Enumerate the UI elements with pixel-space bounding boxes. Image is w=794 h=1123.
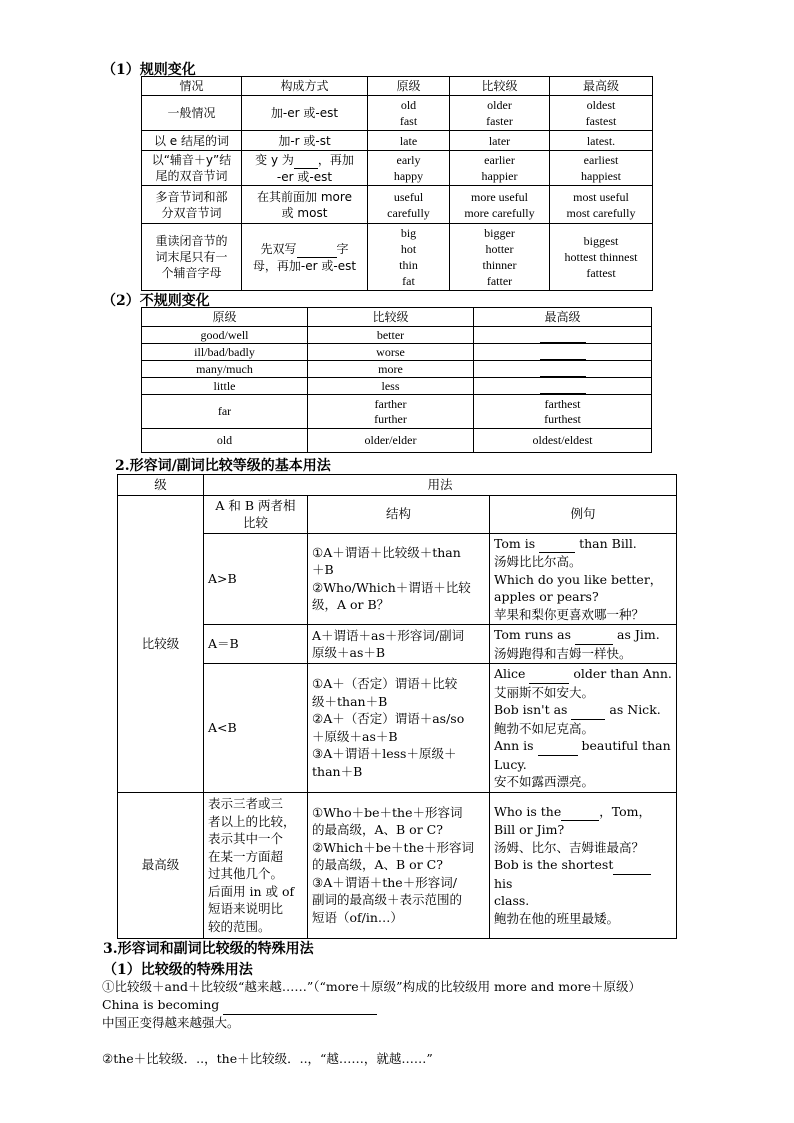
row-comparative: more — [308, 361, 474, 378]
row-comparative: better — [308, 327, 474, 344]
fill-blank — [540, 327, 586, 343]
fill-blank — [539, 535, 575, 554]
header-ab: A 和 B 两者相 比较 — [204, 495, 308, 533]
example-text: 汤姆、比尔、吉姆谁最高？ — [494, 839, 645, 855]
row-example — [490, 792, 677, 938]
fill-blank — [529, 665, 569, 684]
row-comparative: worse — [308, 344, 474, 361]
header-usage: 用法 — [204, 475, 677, 496]
table-row — [142, 378, 652, 395]
table-row — [142, 395, 652, 429]
example-text: beautiful than Lucy. — [494, 738, 671, 772]
example-text: 汤姆比比尔高。 Which do you like better， apples or pears? 苹果和梨你更喜欢哪一种？ — [494, 554, 663, 622]
row-method: 加-r 或-st — [242, 131, 368, 151]
example-text: Tom is — [494, 535, 540, 551]
row-superlative: oldest/eldest — [474, 429, 652, 453]
row-method: 在其前面加 more 或 most — [242, 186, 368, 224]
row-base: early happy — [368, 151, 450, 186]
table-row — [142, 224, 653, 291]
table-row — [118, 792, 677, 938]
row-condition: A>B — [204, 533, 308, 625]
example-text: Alice — [494, 666, 530, 681]
example-text: older than Ann. — [569, 666, 672, 681]
section1-heading: （1）规则变化 — [102, 62, 196, 78]
row-case: 多音节词和部 分双音节词 — [142, 186, 242, 224]
header-base: 原级 — [142, 308, 308, 327]
row-comparative: older/elder — [308, 429, 474, 453]
comparative-label: 比较级 — [118, 495, 204, 792]
header-superlative: 最高级 — [474, 308, 652, 327]
header-structure: 结构 — [308, 495, 490, 533]
example-text: 鲍勃在他的班里最矮。 — [494, 910, 620, 926]
row-comparative: less — [308, 378, 474, 395]
row-superlative: most useful most carefully — [550, 186, 653, 224]
row-case: 一般情况 — [142, 96, 242, 131]
fill-blank — [613, 856, 651, 875]
header-comparative: 比较级 — [308, 308, 474, 327]
row-example — [490, 625, 677, 664]
row-comparative: older faster — [450, 96, 550, 131]
example-text: his class. — [494, 875, 530, 909]
row-comparative: later — [450, 131, 550, 151]
row-base: useful carefully — [368, 186, 450, 224]
irregular-changes-table — [141, 307, 652, 453]
example-text: ，Tom， Bill or Jim? — [494, 803, 652, 838]
row-comparative: farther further — [308, 395, 474, 429]
example-text: Tom runs as — [494, 627, 576, 642]
row-superlative: farthest furthest — [474, 395, 652, 429]
example-text: than Bill. — [575, 535, 637, 551]
row-case: 重读闭音节的 词末尾只有一 个辅音字母 — [142, 224, 242, 291]
table-header-row — [142, 308, 652, 327]
row-case: 以“辅音＋y”结 尾的双音节词 — [142, 151, 242, 186]
example-text: Bob isn't as — [494, 702, 572, 717]
section4-subheading: （1）比较级的特殊用法 — [103, 962, 253, 978]
row-superlative — [474, 327, 652, 344]
row-base: old — [142, 429, 308, 453]
table-row — [142, 361, 652, 378]
row-example — [490, 664, 677, 793]
row-comparative: earlier happier — [450, 151, 550, 186]
section3-heading: 2.形容词/副词比较等级的基本用法 — [115, 458, 331, 474]
rule-2: ②the＋比较级．..，the＋比较级．..，“越……，就越……” — [102, 1051, 433, 1066]
fill-blank — [540, 344, 586, 360]
example-text: 安不如露西漂亮。 — [494, 774, 595, 789]
section4-heading: 3.形容词和副词比较级的特殊用法 — [103, 941, 314, 957]
row-structure: ①A＋（否定）谓语＋比较 级＋than＋B ②A＋（否定）谓语＋as/so ＋原级＋as＋B ③A＋谓语＋less＋原级＋ than＋B — [308, 664, 490, 793]
example-text: 鲍勃不如尼克高。 — [494, 720, 595, 736]
row-method — [242, 151, 368, 186]
header-method: 构成方式 — [242, 77, 368, 96]
header-case: 情况 — [142, 77, 242, 96]
table-row — [142, 96, 653, 131]
section2-heading: （2）不规则变化 — [102, 293, 210, 309]
row-comparative: more useful more carefully — [450, 186, 550, 224]
row-superlative: biggest hottest thinnest fattest — [550, 224, 653, 291]
fill-blank — [540, 361, 586, 377]
row-condition: A＝B — [204, 625, 308, 664]
table-header-row — [118, 475, 677, 496]
row-base: little — [142, 378, 308, 395]
table-header-row — [118, 495, 677, 533]
row-comparative: bigger hotter thinner fatter — [450, 224, 550, 291]
row-superlative: latest. — [550, 131, 653, 151]
header-comparative: 比较级 — [450, 77, 550, 96]
row-superlative — [474, 361, 652, 378]
example-1 — [102, 996, 377, 1015]
table-row — [142, 344, 652, 361]
table-row — [142, 186, 653, 224]
row-superlative — [474, 378, 652, 395]
fill-blank — [575, 626, 613, 645]
method-text-b: ，再加 -er 或-est — [276, 152, 354, 184]
row-superlative — [474, 344, 652, 361]
row-structure: ①A＋谓语＋比较级＋than ＋B ②Who/Which＋谓语＋比较 级，A or B？ — [308, 533, 490, 625]
row-base: ill/bad/badly — [142, 344, 308, 361]
row-base: far — [142, 395, 308, 429]
row-base: late — [368, 131, 450, 151]
example-text: Who is the — [494, 803, 562, 819]
table-header-row — [142, 77, 653, 96]
table-row — [142, 429, 652, 453]
row-base: old fast — [368, 96, 450, 131]
row-case: 以 e 结尾的词 — [142, 131, 242, 151]
header-level: 级 — [118, 475, 204, 496]
example-text: Ann is — [494, 738, 538, 753]
fill-blank — [571, 701, 605, 720]
fill-blank — [294, 152, 318, 169]
table-row — [142, 151, 653, 186]
regular-changes-table — [141, 76, 653, 291]
example-1-translation: 中国正变得越来越强大。 — [102, 1015, 240, 1030]
row-structure: ①Who＋be＋the＋形容词 的最高级，A、B or C? ②Which＋be＋the＋形容词 的最高级，A、B or C? ③A＋谓语＋the＋形容词/ 副词的最高级＋表示范围的 短语（of/in…） — [308, 792, 490, 938]
row-method — [242, 224, 368, 291]
example-text: as Nick. — [605, 702, 661, 717]
table-row — [142, 131, 653, 151]
example-text: as Jim. — [613, 627, 660, 642]
fill-blank — [297, 241, 337, 258]
row-condition: 表示三者或三 者以上的比较， 表示其中一个 在某一方面超 过其他几个。 后面用 in 或 of 短语来说明比 较的范围。 — [204, 792, 308, 938]
fill-blank — [223, 996, 377, 1015]
fill-blank — [538, 737, 578, 756]
row-example — [490, 533, 677, 625]
row-superlative: earliest happiest — [550, 151, 653, 186]
superlative-label: 最高级 — [118, 792, 204, 938]
fill-blank — [540, 378, 586, 394]
row-base: good/well — [142, 327, 308, 344]
row-base: many/much — [142, 361, 308, 378]
header-base: 原级 — [368, 77, 450, 96]
row-base: big hot thin fat — [368, 224, 450, 291]
header-example: 例句 — [490, 495, 677, 533]
header-superlative: 最高级 — [550, 77, 653, 96]
row-structure: A＋谓语＋as＋形容词/副词 原级＋as＋B — [308, 625, 490, 664]
table-row — [142, 327, 652, 344]
rule-1: ①比较级＋and＋比较级“越来越……”（“more＋原级”构成的比较级用 more and more＋原级） — [102, 979, 641, 994]
example-text: Bob is the shortest — [494, 857, 614, 873]
row-method: 加-er 或-est — [242, 96, 368, 131]
method-text-b: 字 母，再加-er 或-est — [252, 241, 357, 273]
fill-blank — [561, 803, 599, 822]
usage-table — [117, 474, 677, 939]
example-text: 艾丽斯不如安大。 — [494, 684, 595, 700]
method-text-a: 先双写 — [260, 241, 297, 256]
row-superlative: oldest fastest — [550, 96, 653, 131]
example-text: 汤姆跑得和吉姆一样快。 — [494, 645, 632, 661]
method-text-a: 变 y 为 — [255, 152, 294, 167]
example-text: China is becoming — [102, 997, 224, 1012]
row-condition: A<B — [204, 664, 308, 793]
